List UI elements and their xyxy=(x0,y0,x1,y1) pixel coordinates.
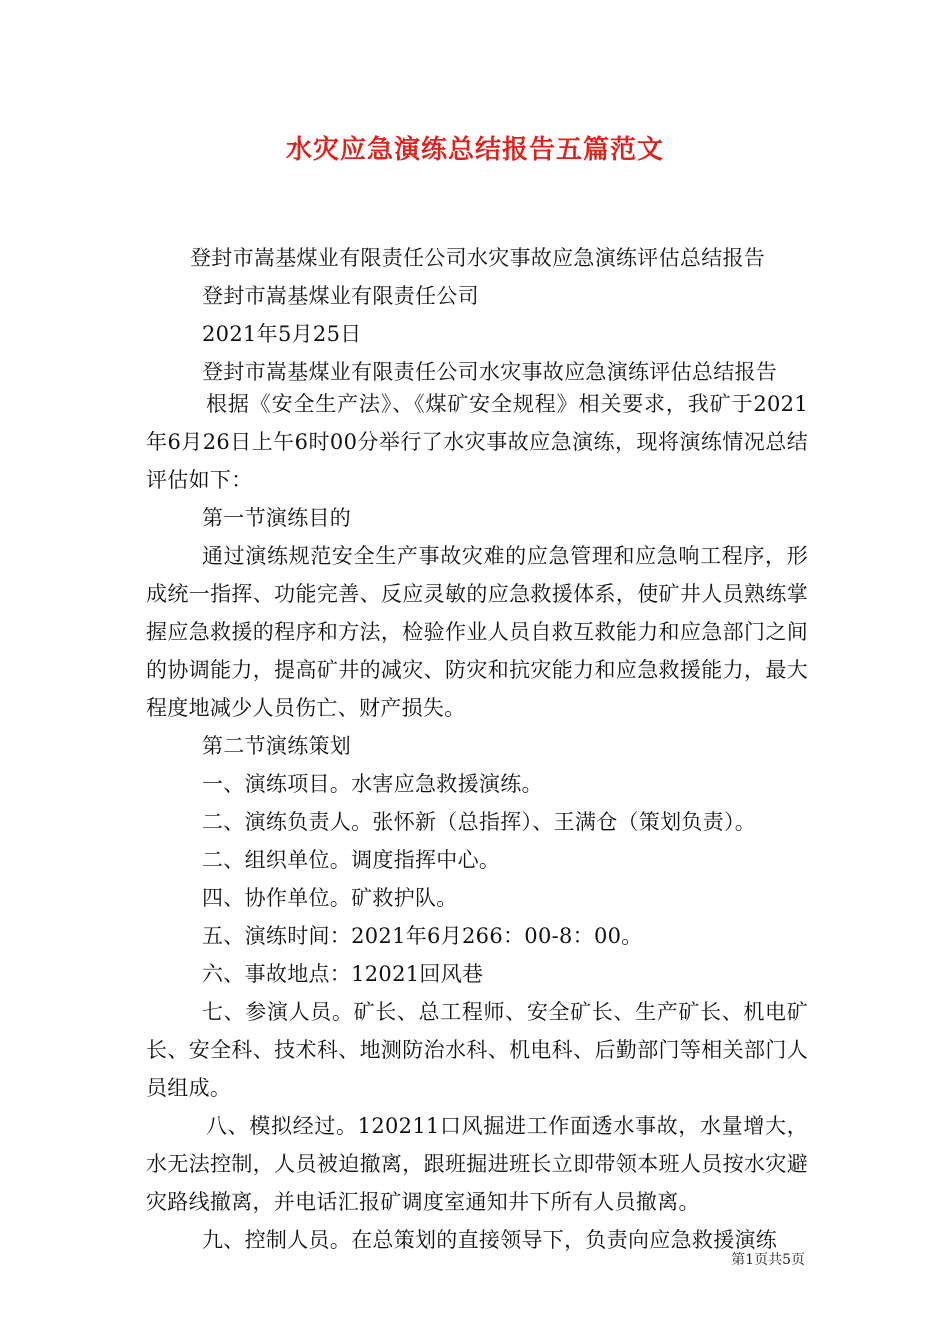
list-item-location: 六、事故地点：12021回风巷 xyxy=(202,962,484,986)
section-heading-planning: 第二节演练策划 xyxy=(202,734,352,758)
list-item-organizer: 二、组织单位。调度指挥中心。 xyxy=(202,848,501,872)
list-item-control: 九、控制人员。在总策划的直接领导下，负责向应急救援演练 xyxy=(202,1228,778,1252)
page-number: 第1页共5页 xyxy=(731,1252,805,1268)
paragraph-purpose: 通过演练规范安全生产事故灾难的应急管理和应急响工程序，形成统一指挥、功能完善、反应灵敏的应急救援体系，使矿井人员熟练掌握应急救援的程序和方法，检验作业人员自救互救能力和应急部门之间的协调能力，提高矿井的减灾、防灾和抗灾能力和应急救援能力，最大程度地减少人员伤亡、财产损失。 xyxy=(146,544,808,720)
report-heading-line: 登封市嵩基煤业有限责任公司水灾事故应急演练评估总结报告 xyxy=(190,246,766,270)
section-heading-purpose: 第一节演练目的 xyxy=(202,506,352,530)
list-item-leader: 二、演练负责人。张怀新（总指挥）、王满仓（策划负责）。 xyxy=(202,810,757,834)
company-name-line: 登封市嵩基煤业有限责任公司 xyxy=(202,284,479,308)
list-item-simulation: 八、模拟经过。120211口风掘进工作面透水事故，水量增大，水无法控制，人员被迫撤离，跟班掘进班长立即带领本班人员按水灾避灾路线撤离，并电话汇报矿调度室通知井下所有人员撤离。 xyxy=(146,1114,808,1214)
paragraph-intro: 根据《安全生产法》、《煤矿安全规程》相关要求，我矿于2021年6月26日上午6时00分举行了水灾事故应急演练，现将演练情况总结评估如下： xyxy=(146,392,808,492)
list-item-cooperator: 四、协作单位。矿救护队。 xyxy=(202,886,458,910)
document-title: 水灾应急演练总结报告五篇范文 xyxy=(285,135,664,165)
list-item-time: 五、演练时间：2021年6月266：00-8：00。 xyxy=(202,924,643,948)
list-item-participants: 七、参演人员。矿长、总工程师、安全矿长、生产矿长、机电矿长、安全科、技术科、地测防治水科、机电科、后勤部门等相关部门人员组成。 xyxy=(146,1000,808,1100)
list-item-project: 一、演练项目。水害应急救援演练。 xyxy=(202,772,543,796)
date-line: 2021年5月25日 xyxy=(202,322,362,346)
report-title-line: 登封市嵩基煤业有限责任公司水灾事故应急演练评估总结报告 xyxy=(202,360,778,384)
